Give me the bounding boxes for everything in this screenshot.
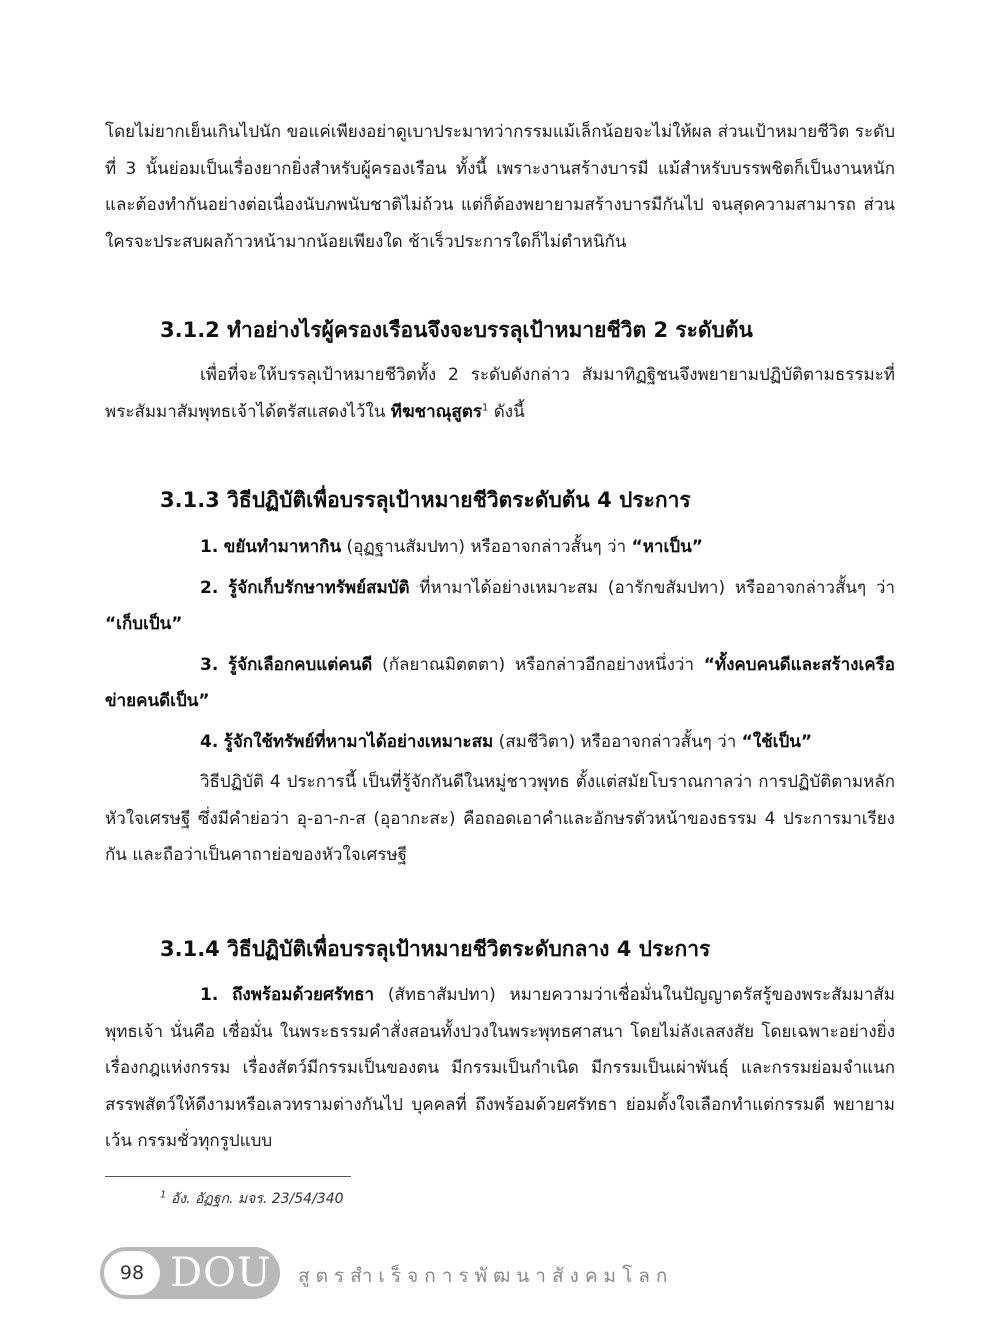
page-number: 98 (104, 1251, 160, 1295)
footnote-marker: 1 (160, 1189, 167, 1201)
item-number: 1. (200, 985, 219, 1005)
sutta-name: ทีฆชาณุสูตร (390, 401, 482, 422)
heading-3-1-3: 3.1.3 วิธีปฏิบัติเพื่อบรรลุเป้าหมายชีวิตระดับต้น 4 ประการ (160, 488, 691, 512)
item-quote: “หาเป็น” (631, 537, 703, 557)
section-3-1-2-body (105, 357, 895, 430)
heading-3-1-4: 3.1.4 วิธีปฏิบัติเพื่อบรรลุเป้าหมายชีวิตระดับกลาง 4 ประการ (160, 937, 711, 961)
list-item (105, 977, 895, 1160)
item-text: (อุฏฐานสัมปทา) หรืออาจกล่าวสั้นๆ ว่า (341, 537, 632, 557)
item-title: ขยันทำมาหากิน (223, 537, 342, 557)
section-3-1-2-tail: ดังนี้ (488, 401, 525, 422)
footer-pill (100, 1247, 280, 1299)
list-item (105, 570, 895, 643)
item-text: ที่หามาได้อย่างเหมาะสม (อารักขสัมปทา) หรืออาจกล่าวสั้นๆ ว่า (409, 577, 895, 598)
heading-3-1-2: 3.1.2 ทำอย่างไรผู้ครองเรือนจึงจะบรรลุเป้าหมายชีวิต 2 ระดับต้น (160, 318, 753, 342)
list-item (105, 724, 895, 761)
item-title: รู้จักเลือกคบแต่คนดี (228, 654, 373, 675)
item-quote: “ทั้งคบคนดีและสร้างเครือข่ายคนดีเป็น” (105, 654, 895, 711)
item-quote: “ใช้เป็น” (741, 731, 813, 752)
brand-logo: DOU (170, 1250, 272, 1296)
item-quote: “เก็บเป็น” (105, 614, 183, 634)
list-item (105, 647, 895, 720)
footnote-text: อัง. อัฏฐก. มจร. 23/54/340 (170, 1191, 344, 1207)
intro-text: โดยไม่ยากเย็นเกินไปนัก ขอแค่เพียงอย่าดูเบาประมาทว่ากรรมแม้เล็กน้อยจะไม่ให้ผล ส่วนเป้าหมายชีวิต ระดับที่ 3 นั้นย่อมเป็นเรื่องยากยิ่งสำหรับผู้ครองเรือน ทั้งนี้ เพราะงานสร้างบารมี แม้สำหรับบรรพชิตก็เป็นงานหนัก และต้องทำกันอย่างต่อเนื่องนับภพนับชาติไม่ถ้วน แต่ก็ต้องพยายามสร้างบารมีกันไป จนสุดความสามารถ ส่วนใครจะประสบผลก้าวหน้ามากน้อยเพียงใด ช้าเร็วประการใดก็ไม่ตำหนิกัน (105, 122, 895, 252)
book-title: สูตรสำเร็จการพัฒนาสังคมโลก (298, 1265, 674, 1287)
item-text: (กัลยาณมิตตตา) หรือกล่าวอีกอย่างหนึ่งว่า (372, 654, 704, 675)
page-footer (100, 1247, 900, 1299)
list-item (105, 529, 895, 566)
item-number: 1. (200, 537, 219, 557)
item-number: 2. (200, 577, 219, 598)
footnote (160, 1188, 344, 1210)
section-3-1-4-body (105, 977, 895, 1160)
section-3-1-2-paragraph (105, 357, 895, 430)
footnote-divider (105, 1176, 351, 1177)
item-number: 3. (200, 654, 219, 675)
intro-paragraph (105, 114, 895, 260)
item-text: (สัทธาสัมปทา) หมายความว่าเชื่อมั่นในปัญญาตรัสรู้ของพระสัมมาสัมพุทธเจ้า นั่นคือ เชื่อมั่น ในพระธรรมคำสั่งสอนทั้งปวงในพระพุทธศาสนา โดยไม่ลังเลสงสัย โดยเฉพาะอย่างยิ่งเรื่องกฎแห่งกรรม เรื่องสัตว์มีกรรมเป็นของตน มีกรรมเป็นกำเนิด มีกรรมเป็นเผ่าพันธุ์ และกรรมย่อมจำแนกสรรพสัตว์ให้ดีงามหรือเลวทรามต่างกันไป บุคคลที่ ถึงพร้อมด้วยศรัทธา ย่อมตั้งใจเลือกทำแต่กรรมดี พยายามเว้น กรรมชั่วทุกรูปแบบ (105, 985, 895, 1151)
section-3-1-3-body (105, 529, 895, 874)
item-title: รู้จักใช้ทรัพย์ที่หามาได้อย่างเหมาะสม (223, 731, 494, 752)
item-number: 4. (200, 731, 219, 752)
item-text: (สมชีวิตา) หรืออาจกล่าวสั้นๆ ว่า (493, 731, 742, 752)
item-title: ถึงพร้อมด้วยศรัทธา (232, 985, 375, 1005)
item-title: รู้จักเก็บรักษาทรัพย์สมบัติ (228, 577, 410, 598)
section-3-1-2-text: เพื่อที่จะให้บรรลุเป้าหมายชีวิตทั้ง 2 ระดับดังกล่าว สัมมาทิฏฐิชนจึงพยายามปฏิบัติตามธรรมะที่พระสัมมาสัมพุทธเจ้าได้ตรัสแสดงไว้ใน (105, 365, 895, 422)
footnote-ref: 1 (481, 401, 489, 413)
section-3-1-3-summary: วิธีปฏิบัติ 4 ประการนี้ เป็นที่รู้จักกันดีในหมู่ชาวพุทธ ตั้งแต่สมัยโบราณกาลว่า การปฏิบัติตามหลักหัวใจเศรษฐี ซึ่งมีคำย่อว่า อุ-อา-ก-ส (อุอากะสะ) คือถอดเอาคำและอักษรตัวหน้าของธรรม 4 ประการมาเรียงกัน และถือว่าเป็นคาถาย่อของหัวใจเศรษฐี (105, 772, 895, 865)
